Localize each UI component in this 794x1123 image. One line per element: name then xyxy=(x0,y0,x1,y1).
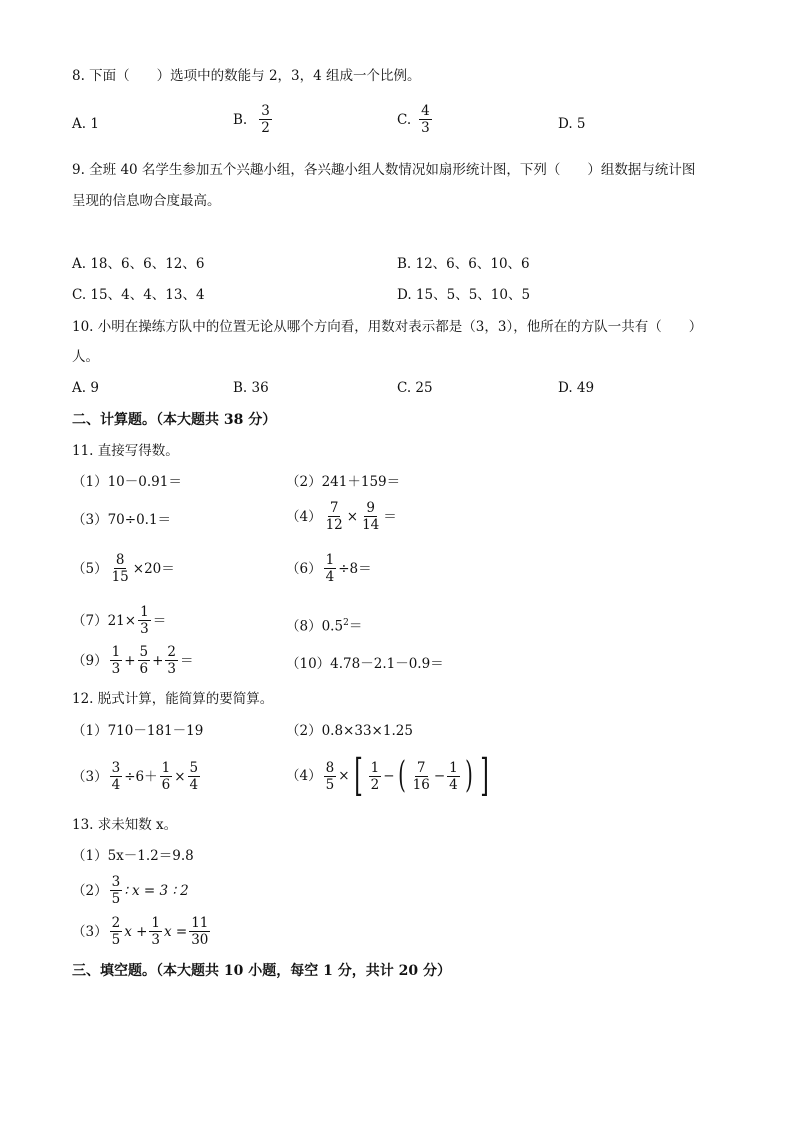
q11-part-7 xyxy=(72,604,166,637)
exponent: 2 xyxy=(343,618,349,628)
q11-part-10: （10）4.78－2.1－0.9＝ xyxy=(286,656,444,672)
part-label: （7） xyxy=(72,612,108,629)
q9-option-c: C. 15、4、4、13、4 xyxy=(72,287,205,303)
fraction xyxy=(411,760,432,793)
denominator: 15 xyxy=(111,569,129,585)
part-label: （3） xyxy=(72,768,108,785)
numerator: 7 xyxy=(329,500,339,516)
part-label: （5） xyxy=(72,560,108,577)
denominator: 16 xyxy=(412,776,430,793)
operator: × xyxy=(346,508,359,525)
fraction xyxy=(189,915,210,948)
fraction xyxy=(110,874,123,907)
fraction xyxy=(324,760,337,793)
fraction xyxy=(360,500,381,533)
numerator: 1 xyxy=(370,759,380,776)
numerator: 11 xyxy=(191,915,209,931)
numerator: 1 xyxy=(325,552,335,568)
expression-middle: x + xyxy=(124,923,148,940)
q11-part-6 xyxy=(286,552,372,585)
denominator: 5 xyxy=(111,891,121,907)
q11-part-9 xyxy=(72,644,194,677)
operator: + xyxy=(152,652,164,669)
q11-part-3: （3）70÷0.1＝ xyxy=(72,512,172,528)
expression-rest: ∶ x = 3 ∶ 2 xyxy=(124,882,189,899)
numerator: 7 xyxy=(416,759,426,776)
numerator: 1 xyxy=(111,644,121,660)
fraction xyxy=(110,915,123,948)
numerator: 3 xyxy=(111,760,121,776)
operator: + xyxy=(124,652,136,669)
part-label: （2） xyxy=(72,882,108,899)
fraction xyxy=(110,552,131,585)
base: 0.5 xyxy=(321,618,344,635)
option-label: B. xyxy=(233,111,248,128)
left-bracket: [ xyxy=(353,750,363,801)
denominator: 4 xyxy=(325,569,335,585)
denominator: 5 xyxy=(325,776,335,793)
q12-part-4 xyxy=(286,750,493,801)
q11-part-4 xyxy=(286,500,397,533)
q9-stem-line1: 9. 全班 40 名学生参加五个兴趣小组，各兴趣小组人数情况如扇形统计图，下列（ ）组数据与统计图 xyxy=(72,162,696,178)
fraction xyxy=(447,760,460,793)
denominator: 4 xyxy=(449,776,458,793)
numerator: 2 xyxy=(167,644,176,660)
denominator: 6 xyxy=(161,777,171,793)
q12-part-1: （1）710－181－19 xyxy=(72,723,204,739)
right-paren: ) xyxy=(464,755,473,796)
q8-option-c xyxy=(397,103,434,136)
q10-option-d: D. 49 xyxy=(558,380,595,396)
denominator: 2 xyxy=(261,120,270,136)
q10-stem-line2: 人。 xyxy=(72,349,99,365)
denominator: 6 xyxy=(139,661,149,677)
q9-option-d: D. 15、5、5、10、5 xyxy=(397,287,531,303)
operator: × xyxy=(174,768,186,785)
q8-stem: 8. 下面（ ）选项中的数能与 2，3，4 组成一个比例。 xyxy=(72,68,421,84)
q12-part-2: （2）0.8×33×1.25 xyxy=(286,723,413,739)
q13-part-2 xyxy=(72,874,189,907)
equals: ＝ xyxy=(383,508,397,525)
q9-option-a: A. 18、6、6、12、6 xyxy=(72,256,205,272)
operator: − xyxy=(433,768,446,784)
q11-part-2: （2）241＋159＝ xyxy=(286,474,401,490)
denominator: 30 xyxy=(191,932,209,948)
numerator: 8 xyxy=(115,552,125,568)
section-2-heading: 二、计算题。（本大题共 38 分） xyxy=(72,412,277,428)
denominator: 4 xyxy=(111,777,121,793)
part-label: （6） xyxy=(286,560,322,577)
denominator: 3 xyxy=(151,932,160,948)
numerator: 4 xyxy=(421,103,430,119)
fraction xyxy=(110,644,123,677)
part-label: （8） xyxy=(286,618,322,635)
option-label: C. xyxy=(397,111,412,128)
section-3-heading: 三、填空题。（本大题共 10 小题，每空 1 分，共计 20 分） xyxy=(72,963,451,979)
denominator: 3 xyxy=(111,661,121,677)
numerator: 1 xyxy=(449,759,458,776)
fraction xyxy=(160,760,173,793)
denominator: 4 xyxy=(189,777,199,793)
q12-part-3 xyxy=(72,760,202,793)
expression-middle: x = xyxy=(164,923,188,940)
right-bracket: ] xyxy=(480,750,489,801)
fraction xyxy=(165,644,178,677)
part-label: （4） xyxy=(286,508,322,525)
q11-part-1: （1）10－0.91＝ xyxy=(72,474,182,490)
numerator: 1 xyxy=(161,760,171,776)
numerator: 3 xyxy=(261,103,270,119)
denominator: 14 xyxy=(362,517,380,533)
expression-rest: ×20＝ xyxy=(132,560,175,577)
numerator: 8 xyxy=(325,759,335,776)
left-paren: ( xyxy=(397,755,406,796)
q10-stem-line1: 10. 小明在操练方队中的位置无论从哪个方向看，用数对表示都是（3，3），他所在的方队一共有（ ） xyxy=(72,319,703,335)
expression-pre: 21× xyxy=(107,612,137,629)
equals: ＝ xyxy=(348,618,363,635)
denominator: 2 xyxy=(370,776,380,793)
q11-stem: 11. 直接写得数。 xyxy=(72,443,179,459)
q10-option-c: C. 25 xyxy=(397,380,433,396)
numerator: 1 xyxy=(151,915,160,931)
fraction xyxy=(149,915,162,948)
part-label: （9） xyxy=(72,652,108,669)
operator: ÷6＋ xyxy=(124,768,158,785)
q10-option-b: B. 36 xyxy=(233,380,269,396)
fraction xyxy=(138,604,151,637)
q8-option-b xyxy=(233,103,274,136)
fraction xyxy=(188,760,201,793)
fraction xyxy=(138,644,151,677)
denominator: 12 xyxy=(325,517,343,533)
q11-part-8 xyxy=(286,613,362,637)
operator: × xyxy=(338,768,350,784)
fraction xyxy=(110,760,123,793)
numerator: 5 xyxy=(189,760,199,776)
part-label: （3） xyxy=(72,923,108,940)
fraction xyxy=(259,103,272,136)
denominator: 3 xyxy=(140,621,149,637)
numerator: 5 xyxy=(139,644,149,660)
expression-rest: ÷8＝ xyxy=(338,560,372,577)
numerator: 9 xyxy=(366,500,375,516)
denominator: 3 xyxy=(421,120,430,136)
q13-part-3 xyxy=(72,915,212,948)
q13-part-1: （1）5x－1.2＝9.8 xyxy=(72,848,194,864)
q12-stem: 12. 脱式计算，能简算的要简算。 xyxy=(72,691,274,707)
fraction xyxy=(369,760,382,793)
q9-option-b: B. 12、6、6、10、6 xyxy=(397,256,530,272)
part-label: （4） xyxy=(286,768,322,784)
q8-option-d: D. 5 xyxy=(558,116,586,132)
equals: ＝ xyxy=(152,612,167,629)
equals: ＝ xyxy=(180,652,194,669)
fraction xyxy=(324,500,345,533)
q10-option-a: A. 9 xyxy=(72,380,99,396)
fraction xyxy=(419,103,432,136)
operator: − xyxy=(383,768,395,784)
numerator: 3 xyxy=(111,874,121,890)
numerator: 2 xyxy=(111,915,121,931)
q9-stem-line2: 呈现的信息吻合度最高。 xyxy=(72,193,221,209)
fraction xyxy=(324,552,337,585)
q13-stem: 13. 求未知数 x。 xyxy=(72,817,178,833)
denominator: 5 xyxy=(111,932,121,948)
q8-option-a: A. 1 xyxy=(72,116,99,132)
denominator: 3 xyxy=(167,661,176,677)
numerator: 1 xyxy=(140,604,149,620)
q11-part-5 xyxy=(72,552,175,585)
